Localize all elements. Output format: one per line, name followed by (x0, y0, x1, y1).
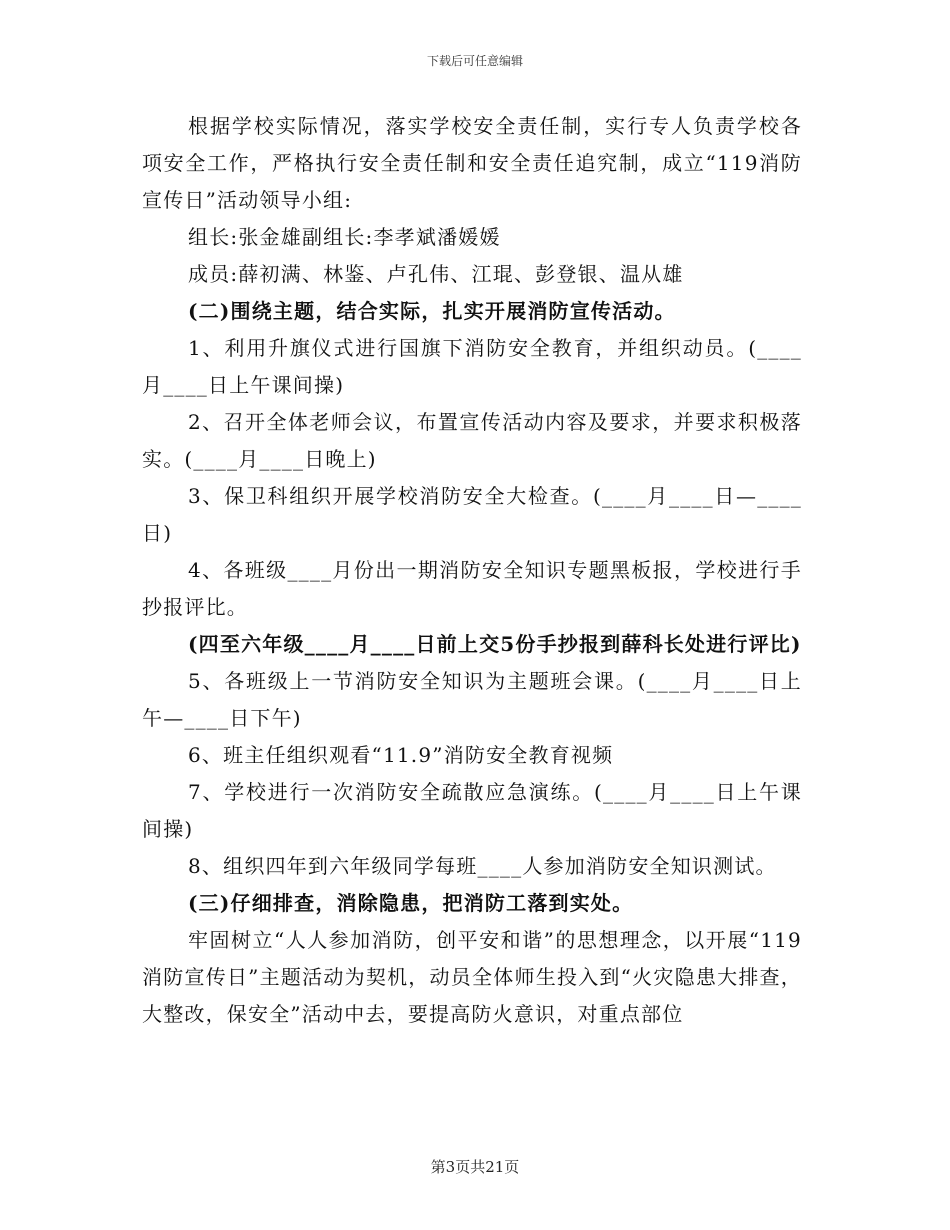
page-footer: 第3页共21页 (430, 1158, 520, 1176)
paragraph-intro: 根据学校实际情况，落实学校安全责任制，实行专人负责学校各项安全工作，严格执行安全责任制和安全责任追究制，成立“119消防宣传日”活动领导小组: (142, 114, 802, 212)
paragraph-leaders: 组长:张金雄副组长:李孝斌潘媛媛 (188, 225, 501, 249)
paragraph-members: 成员:薛初满、林鉴、卢孔伟、江琨、彭登银、温从雄 (188, 262, 684, 286)
list-item-3: 3、保卫科组织开展学校消防安全大检查。(____月____日—____日) (142, 484, 802, 545)
section-heading-2: (二)围绕主题，结合实际，扎实开展消防宣传活动。 (188, 299, 676, 323)
paragraph-closing: 牢固树立“人人参加消防，创平安和谐”的思想理念，以开展“119消防宣传日”主题活动为契机，动员全体师生投入到“火灾隐患大排查，大整改，保安全”活动中去，要提高防火意识，对重点部位 (142, 928, 802, 1026)
note-handout-submission: (四至六年级____月____日前上交5份手抄报到薛科长处进行评比) (188, 632, 802, 656)
list-item-7: 7、学校进行一次消防安全疏散应急演练。(____月____日上午课间操) (142, 780, 802, 841)
document-body (142, 108, 802, 1033)
list-item-2: 2、召开全体老师会议，布置宣传活动内容及要求，并要求积极落实。(____月____日晚上) (142, 410, 802, 471)
list-item-1: 1、利用升旗仪式进行国旗下消防安全教育，并组织动员。(____月____日上午课间操) (142, 336, 802, 397)
section-heading-3: (三)仔细排查，消除隐患，把消防工落到实处。 (188, 891, 634, 915)
list-item-6: 6、班主任组织观看“11.9”消防安全教育视频 (188, 743, 614, 767)
page-header: 下载后可任意编辑 (426, 54, 523, 68)
list-item-8: 8、组织四年到六年级同学每班____人参加消防安全知识测试。 (188, 854, 777, 878)
list-item-5: 5、各班级上一节消防安全知识为主题班会课。(____月____日上午—____日下午) (142, 669, 802, 730)
list-item-4: 4、各班级____月份出一期消防安全知识专题黑板报，学校进行手抄报评比。 (142, 558, 802, 619)
